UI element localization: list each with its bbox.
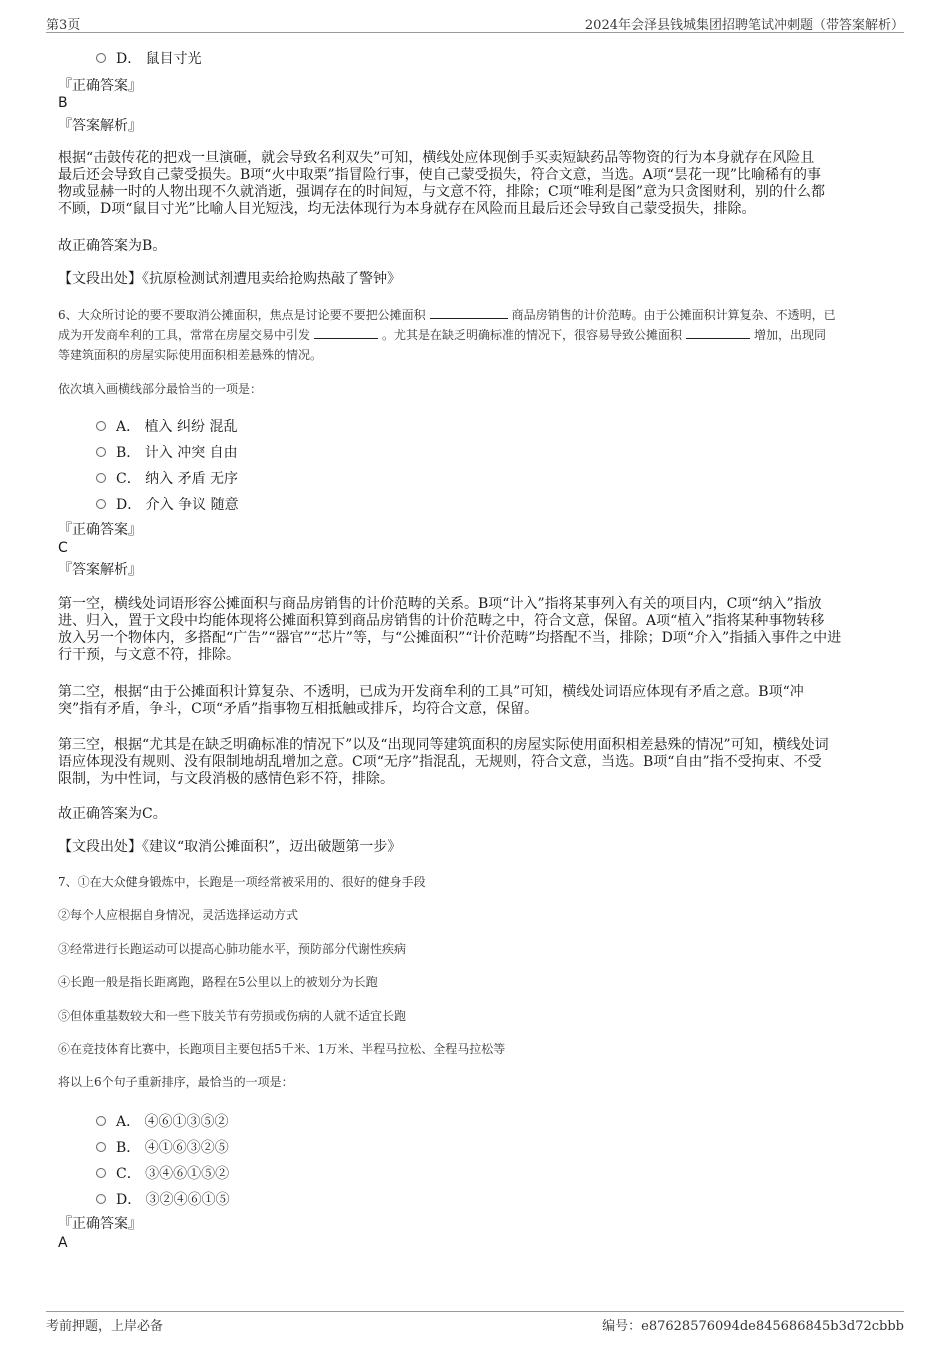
q7-sentence-4: ④长跑一般是指长距离跑，路程在5公里以上的被划分为长跑 xyxy=(58,975,378,989)
q6-option-a[interactable]: A． 植入 纠纷 混乱 xyxy=(96,416,237,436)
q6-stem-line-2: 成为开发商牟利的工具，常常在房屋交易中引发 。尤其是在缺乏明确标准的情况下，很容易导致公摊面积 增加，出现同 xyxy=(58,328,827,342)
radio-icon[interactable] xyxy=(96,1116,106,1126)
answer-value: A xyxy=(58,1235,68,1251)
answer-value: B xyxy=(58,95,68,111)
radio-icon[interactable] xyxy=(96,473,106,483)
q7-sentence-3: ③经常进行长跑运动可以提高心肺功能水平，预防部分代谢性疾病 xyxy=(58,942,407,956)
analysis-line: 根据“击鼓传花的把戏一旦演砸，就会导致名利双失”可知，横线处应体现倒手买卖短缺药品等物资的行为本身就存在风险且 xyxy=(58,150,815,166)
q6-stem-line-3: 等建筑面积的房屋实际使用面积相差悬殊的情况。 xyxy=(58,348,323,362)
q7-sentence-6: ⑥在竞技体育比赛中，长跑项目主要包括5千米、1万米、半程马拉松、全程马拉松等 xyxy=(58,1042,506,1056)
analysis-line: 第三空，根据“尤其是在缺乏明确标准的情况下”以及“出现同等建筑面积的房屋实际使用面积相差悬殊的情况”可知，横线处词 xyxy=(58,737,829,753)
q6-stem-line-1: 6、大众所讨论的要不要取消公摊面积，焦点是讨论要不要把公摊面积 商品房销售的计价范畴。由于公摊面积计算复杂、不透明，已 xyxy=(58,308,836,322)
blank-line-2 xyxy=(314,328,378,339)
analysis-line: 放入另一个物体内，多搭配“广告”“器官”“芯片”等，与“公摊面积”“计价范畴”均搭配不当，排除；D项“介入”指插入事件之中进 xyxy=(58,630,842,646)
q6-analysis-p2 xyxy=(58,684,894,718)
blank-line-1 xyxy=(430,308,508,319)
q7-option-c[interactable]: C． ③④⑥①⑤② xyxy=(96,1163,229,1183)
q6-option-c[interactable]: C． 纳入 矛盾 无序 xyxy=(96,468,238,488)
document-title: 2024年会泽县钱城集团招聘笔试冲刺题（带答案解析） xyxy=(584,18,904,33)
q6-option-b[interactable]: B． 计入 冲突 自由 xyxy=(96,442,238,462)
q7-option-d[interactable]: D． ③②④⑥①⑤ xyxy=(96,1189,230,1209)
page-footer xyxy=(46,1311,904,1336)
q6-option-d[interactable]: D． 介入 争议 随意 xyxy=(96,494,239,514)
analysis-line: 物或显赫一时的人物出现不久就消逝，强调存在的时间短，与文意不符，排除；C项“唯利是图”意为只贪图财利，别的什么都 xyxy=(58,184,826,200)
q7-sentence-5: ⑤但体重基数较大和一些下肢关节有劳损或伤病的人就不适宜长跑 xyxy=(58,1009,407,1023)
analysis-line: 第一空，横线处词语形容公摊面积与商品房销售的计价范畴的关系。B项“计入”指将某事列入有关的项目内，C项“纳入”指放 xyxy=(58,596,822,612)
page-number: 第3页 xyxy=(46,18,81,33)
analysis-line: 第二空，根据“由于公摊面积计算复杂、不透明，已成为开发商牟利的工具”可知，横线处词语应体现有矛盾之意。B项“冲 xyxy=(58,684,804,700)
radio-icon[interactable] xyxy=(96,1168,106,1178)
radio-icon[interactable] xyxy=(96,499,106,509)
analysis-line: 进、归入，置于文段中均能体现将公摊面积算到商品房销售的计价范畴之中，符合文意，保留。A项“植入”指将某种事物转移 xyxy=(58,613,825,629)
analysis-line: 限制，为中性词，与文段消极的感情色彩不符，排除。 xyxy=(58,771,394,787)
q7-option-a[interactable]: A． ④⑥①③⑤② xyxy=(96,1111,229,1131)
q6-analysis-p3 xyxy=(58,737,894,788)
radio-icon[interactable] xyxy=(96,1142,106,1152)
analysis-label: 『答案解析』 xyxy=(58,118,142,134)
q6-conclusion: 故正确答案为C。 xyxy=(58,806,167,822)
q7-sentence-2: ②每个人应根据自身情况，灵活选择运动方式 xyxy=(58,908,299,922)
q7-option-b[interactable]: B． ④①⑥③②⑤ xyxy=(96,1137,229,1157)
q5-conclusion: 故正确答案为B。 xyxy=(58,238,167,254)
radio-icon[interactable] xyxy=(96,53,106,63)
page-header xyxy=(46,10,904,33)
document-id: 编号：e87628576094de845686845b3d72cbbb xyxy=(602,1319,904,1334)
analysis-line: 突”指有矛盾，争斗，C项“矛盾”指事物互相抵触或排斥，均符合文意，保留。 xyxy=(58,701,539,717)
q5-option-d[interactable]: D． 鼠目寸光 xyxy=(96,48,202,68)
answer-value: C xyxy=(58,540,68,556)
q5-source: 【文段出处】《抗原检测试剂遭甩卖给抢购热敲了警钟》 xyxy=(58,271,401,287)
answer-label: 『正确答案』 xyxy=(58,78,142,94)
analysis-line: 不顾，D项“鼠目寸光”比喻人目光短浅，均无法体现行为本身就存在风险而且最后还会导致自己蒙受损失，排除。 xyxy=(58,201,756,217)
q5-analysis xyxy=(58,150,894,218)
blank-line-3 xyxy=(686,328,750,339)
radio-icon[interactable] xyxy=(96,421,106,431)
q7-prompt: 将以上6个句子重新排序，最恰当的一项是： xyxy=(58,1075,294,1089)
q6-source: 【文段出处】《建议“取消公摊面积”，迈出破题第一步》 xyxy=(58,839,402,855)
radio-icon[interactable] xyxy=(96,447,106,457)
footer-slogan: 考前押题，上岸必备 xyxy=(46,1319,164,1334)
q6-prompt: 依次填入画横线部分最恰当的一项是： xyxy=(58,382,263,396)
analysis-line: 语应体现没有规则、没有限制地胡乱增加之意。C项“无序”指混乱，无规则，符合文意，当选。B项“自由”指不受拘束、不受 xyxy=(58,754,822,770)
q7-sentence-1: 7、①在大众健身锻炼中，长跑是一项经常被采用的、很好的健身手段 xyxy=(58,875,426,889)
analysis-line: 最后还会导致自己蒙受损失。B项“火中取栗”指冒险行事，使自己蒙受损失，符合文意，当选。A项“昙花一现”比喻稀有的事 xyxy=(58,167,822,183)
q6-analysis-p1 xyxy=(58,596,894,664)
answer-label: 『正确答案』 xyxy=(58,1216,142,1232)
analysis-line: 行干预，与文意不符，排除。 xyxy=(58,647,240,663)
answer-label: 『正确答案』 xyxy=(58,522,142,538)
radio-icon[interactable] xyxy=(96,1194,106,1204)
analysis-label: 『答案解析』 xyxy=(58,562,142,578)
